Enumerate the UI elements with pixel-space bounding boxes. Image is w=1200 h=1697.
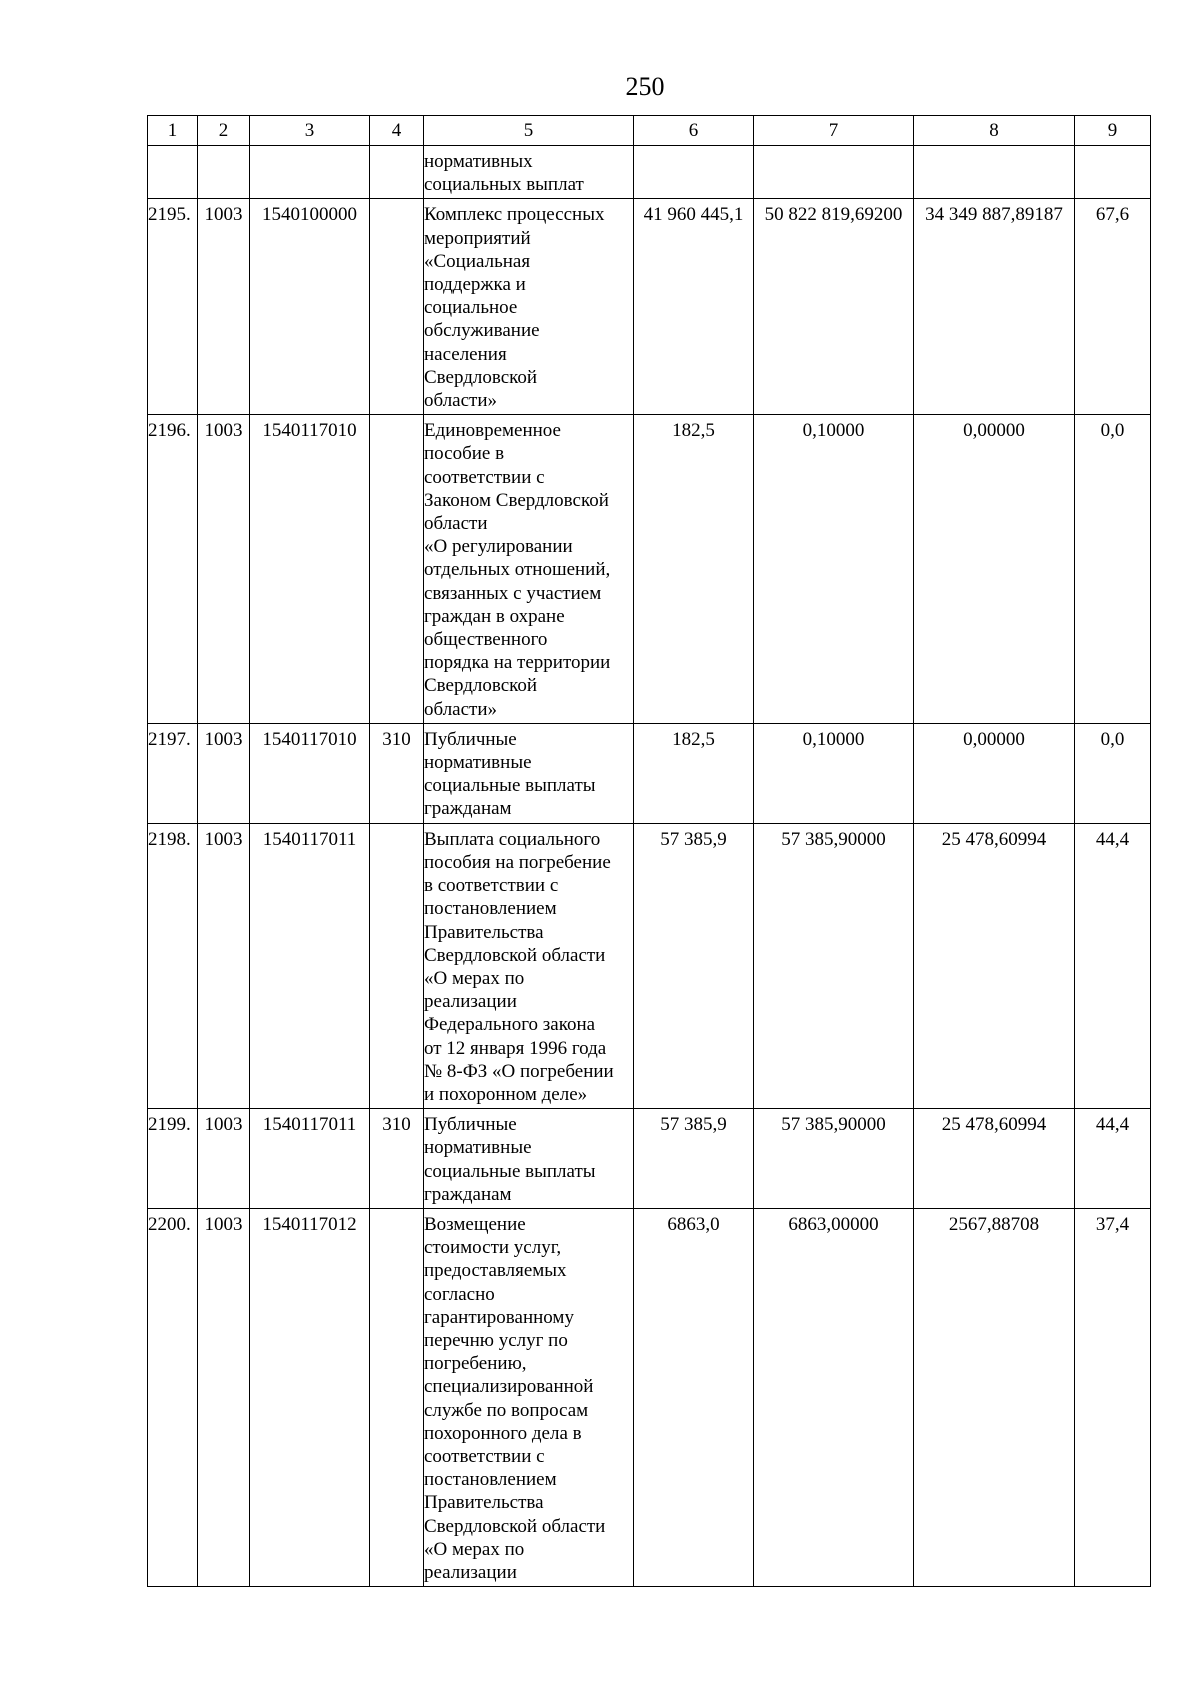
expense-type-cell	[370, 415, 424, 724]
row-number-cell: 2195.	[148, 199, 198, 415]
value-cell-9	[1075, 146, 1151, 199]
value-cell-8: 0,00000	[914, 415, 1075, 724]
target-article-cell	[250, 146, 370, 199]
budget-table	[147, 115, 1151, 1587]
section-code-cell: 1003	[198, 723, 250, 823]
section-code-cell: 1003	[198, 415, 250, 724]
value-cell-7: 6863,00000	[754, 1208, 914, 1586]
header-cell-4: 4	[370, 116, 424, 146]
table-header-row	[148, 116, 1151, 146]
section-code-cell: 1003	[198, 1208, 250, 1586]
expense-type-cell: 310	[370, 723, 424, 823]
table-row-2197	[148, 723, 1151, 823]
target-article-cell: 1540117012	[250, 1208, 370, 1586]
description-cell: Комплекс процессных мероприятий «Социальная поддержка и социальное обслуживание населения Свердловской области»	[424, 199, 634, 415]
value-cell-7: 50 822 819,69200	[754, 199, 914, 415]
header-cell-7: 7	[754, 116, 914, 146]
value-cell-9: 0,0	[1075, 723, 1151, 823]
value-cell-6	[634, 146, 754, 199]
value-cell-8: 25 478,60994	[914, 823, 1075, 1108]
value-cell-7: 57 385,90000	[754, 823, 914, 1108]
header-cell-5: 5	[424, 116, 634, 146]
value-cell-6: 57 385,9	[634, 823, 754, 1108]
value-cell-9: 0,0	[1075, 415, 1151, 724]
value-cell-8: 0,00000	[914, 723, 1075, 823]
value-cell-9: 44,4	[1075, 1109, 1151, 1209]
value-cell-7: 57 385,90000	[754, 1109, 914, 1209]
row-number-cell: 2197.	[148, 723, 198, 823]
table-row-continuation	[148, 146, 1151, 199]
value-cell-9: 37,4	[1075, 1208, 1151, 1586]
value-cell-6: 6863,0	[634, 1208, 754, 1586]
header-cell-1: 1	[148, 116, 198, 146]
expense-type-cell	[370, 199, 424, 415]
value-cell-9: 67,6	[1075, 199, 1151, 415]
value-cell-6: 182,5	[634, 415, 754, 724]
table-row-2196	[148, 415, 1151, 724]
target-article-cell: 1540117010	[250, 723, 370, 823]
header-cell-2: 2	[198, 116, 250, 146]
expense-type-cell	[370, 823, 424, 1108]
section-code-cell	[198, 146, 250, 199]
value-cell-9: 44,4	[1075, 823, 1151, 1108]
value-cell-7	[754, 146, 914, 199]
header-cell-6: 6	[634, 116, 754, 146]
row-number-cell	[148, 146, 198, 199]
row-number-cell: 2200.	[148, 1208, 198, 1586]
header-cell-9: 9	[1075, 116, 1151, 146]
value-cell-7: 0,10000	[754, 415, 914, 724]
target-article-cell: 1540117011	[250, 1109, 370, 1209]
header-cell-3: 3	[250, 116, 370, 146]
table-row-2195	[148, 199, 1151, 415]
table-row-2200	[148, 1208, 1151, 1586]
section-code-cell: 1003	[198, 199, 250, 415]
value-cell-8: 2567,88708	[914, 1208, 1075, 1586]
value-cell-6: 182,5	[634, 723, 754, 823]
description-cell: Публичные нормативные социальные выплаты гражданам	[424, 1109, 634, 1209]
row-number-cell: 2198.	[148, 823, 198, 1108]
section-code-cell: 1003	[198, 1109, 250, 1209]
value-cell-8: 25 478,60994	[914, 1109, 1075, 1209]
target-article-cell: 1540117010	[250, 415, 370, 724]
table-row-2199	[148, 1109, 1151, 1209]
value-cell-6: 41 960 445,1	[634, 199, 754, 415]
description-cell: Единовременное пособие в соответствии с Законом Свердловской области «О регулировании отдельных отношений, связанных с участием граждан в охране общественного порядка на территории Свердловской области»	[424, 415, 634, 724]
description-cell: Выплата социального пособия на погребение в соответствии с постановлением Правительства Свердловской области «О мерах по реализации Федерального закона от 12 января 1996 года № 8-ФЗ «О погребении и похоронном деле»	[424, 823, 634, 1108]
description-cell: нормативных социальных выплат	[424, 146, 634, 199]
target-article-cell: 1540117011	[250, 823, 370, 1108]
table-row-2198	[148, 823, 1151, 1108]
expense-type-cell	[370, 146, 424, 199]
header-cell-8: 8	[914, 116, 1075, 146]
target-article-cell: 1540100000	[250, 199, 370, 415]
description-cell: Возмещение стоимости услуг, предоставляемых согласно гарантированному перечню услуг по погребению, специализированной службе по вопросам похоронного дела в соответствии с постановлением Правительства Свердловской области «О мерах по реализации	[424, 1208, 634, 1586]
page-number: 250	[625, 72, 665, 101]
row-number-cell: 2199.	[148, 1109, 198, 1209]
value-cell-8	[914, 146, 1075, 199]
row-number-cell: 2196.	[148, 415, 198, 724]
expense-type-cell	[370, 1208, 424, 1586]
value-cell-6: 57 385,9	[634, 1109, 754, 1209]
description-cell: Публичные нормативные социальные выплаты гражданам	[424, 723, 634, 823]
section-code-cell: 1003	[198, 823, 250, 1108]
value-cell-7: 0,10000	[754, 723, 914, 823]
expense-type-cell: 310	[370, 1109, 424, 1209]
value-cell-8: 34 349 887,89187	[914, 199, 1075, 415]
